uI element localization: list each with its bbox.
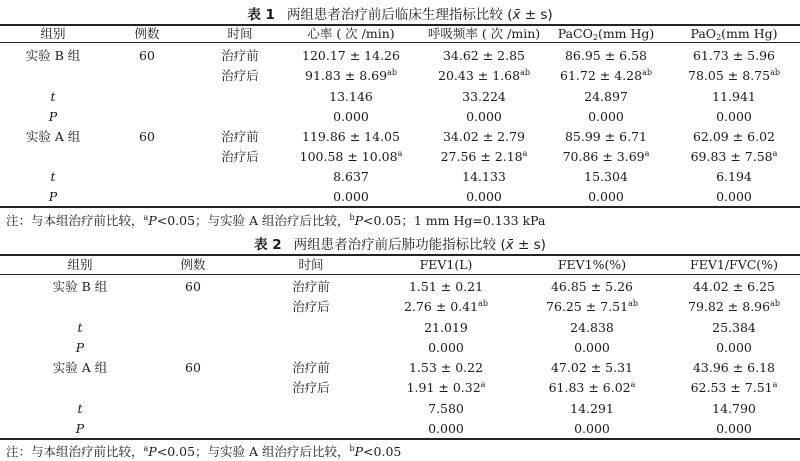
table1-cell: 62.09 ± 6.02 (692, 129, 776, 144)
table1-cell: 119.86 ± 14.05 (302, 129, 400, 144)
table2-col-fev1: FEV1(L) (419, 257, 473, 272)
table2-cell: 2.76 ± 0.41$^{ab}$ (404, 299, 488, 314)
table2-note: 注：与本组治疗前比较，$^a$P<0.05；与实验 A 组治疗后比较，$^b$P<0.05 (6, 444, 402, 459)
table2-group-b: 实验 B 组 (52, 279, 108, 294)
table2-cell: 0.000 (428, 421, 464, 436)
table1-col-hr: 心率 ( 次 /min) (307, 26, 395, 41)
table2-title: 两组患者治疗前后肺功能指标比较 ( (293, 237, 506, 253)
table1-cell: 120.17 ± 14.26 (302, 48, 400, 63)
table1-cell: 27.56 ± 2.18$^a$ (440, 149, 528, 164)
table1-time-after: 治疗后 (221, 149, 259, 164)
table1-note: 注：与本组治疗前比较，$^a$P<0.05；与实验 A 组治疗后比较，$^b$P<0.05；1 mm Hg=0.133 kPa (6, 213, 546, 228)
table2-t-label: t (77, 320, 83, 335)
table2-time-before: 治疗前 (292, 360, 330, 375)
table2-cell: 1.91 ± 0.32$^a$ (406, 380, 486, 395)
table1-cell: 6.194 (716, 169, 752, 184)
table2-cell: 43.96 ± 6.18 (692, 360, 776, 375)
table1-cell: 0.000 (588, 109, 624, 124)
table1-cell: 0.000 (716, 109, 752, 124)
table1-col-n: 例数 (134, 26, 160, 41)
table2-cell: 14.790 (712, 401, 756, 416)
table2-cell: 46.85 ± 5.26 (550, 279, 634, 294)
table1-caption (0, 3, 800, 23)
table2-cell: 1.53 ± 0.22 (408, 360, 484, 375)
table1-cell: 86.95 ± 6.58 (564, 48, 648, 63)
table1-cell: 78.05 ± 8.75$^{ab}$ (688, 68, 780, 83)
table2-cell: 61.83 ± 6.02$^a$ (548, 380, 636, 395)
table2-col-time: 时间 (298, 257, 324, 272)
table2-col-n: 例数 (180, 257, 206, 272)
table2-cell: 14.291 (570, 401, 614, 416)
table1-cell: 0.000 (333, 189, 369, 204)
table2-time-after: 治疗后 (292, 299, 330, 314)
table1-cell: 33.224 (462, 89, 506, 104)
table1-cell: 0.000 (716, 189, 752, 204)
table1-col-rr: 呼吸频率 ( 次 /min) (427, 26, 541, 41)
table2-top-rule (0, 254, 800, 256)
table2-bottom-rule (0, 438, 800, 440)
table2-time-after: 治疗后 (292, 380, 330, 395)
table2-header-rule (0, 274, 800, 275)
table1-cell: 34.62 ± 2.85 (442, 48, 526, 63)
table2-cell: 62.53 ± 7.51$^a$ (690, 380, 778, 395)
table1-cell: 100.58 ± 10.08$^a$ (299, 149, 403, 164)
table1-cell: 13.146 (329, 89, 373, 104)
table1-n-a: 60 (139, 129, 155, 144)
table2-label: 表 2 (254, 237, 282, 253)
table1-col-time: 时间 (227, 26, 253, 41)
table1-t-label: t (50, 169, 56, 184)
table1-cell: 14.133 (462, 169, 506, 184)
table2-n-b: 60 (185, 279, 201, 294)
table2-time-before: 治疗前 (292, 279, 330, 294)
table1-cell: 24.897 (584, 89, 628, 104)
table1-time-before: 治疗前 (221, 48, 259, 63)
table1-cell: 61.72 ± 4.28$^{ab}$ (560, 68, 652, 83)
table1-p-label: P (48, 189, 58, 204)
table2-col-fev1fvc: FEV1/FVC(%) (690, 257, 778, 272)
table1-top-rule (0, 24, 800, 26)
table2-n-a: 60 (185, 360, 201, 375)
table2-col-group: 组别 (67, 257, 93, 272)
table1-group-a: 实验 A 组 (25, 129, 81, 144)
table1-cell: 8.637 (333, 169, 369, 184)
table2-cell: 25.384 (712, 320, 756, 335)
table2-t-label: t (77, 401, 83, 416)
table1-cell: 70.86 ± 3.69$^a$ (562, 149, 650, 164)
table1-cell: 0.000 (466, 189, 502, 204)
table1-cell: 0.000 (588, 189, 624, 204)
table2-cell: 79.82 ± 8.96$^{ab}$ (688, 299, 780, 314)
table2-cell: 7.580 (428, 401, 464, 416)
table1-time-before: 治疗前 (221, 129, 259, 144)
table1-n-b: 60 (139, 48, 155, 63)
table1-t-label: t (50, 89, 56, 104)
table1-cell: 0.000 (333, 109, 369, 124)
table2-cell: 0.000 (716, 340, 752, 355)
table2-cell: 0.000 (574, 421, 610, 436)
table1-cell: 15.304 (584, 169, 628, 184)
table2-p-label: P (75, 340, 85, 355)
table1-label: 表 1 (247, 7, 275, 23)
table1-xbar: x̄ (512, 7, 521, 23)
table2-col-fev1pct: FEV1%(%) (557, 257, 627, 272)
table1-title-tail: ± s) (520, 7, 553, 23)
table1-group-b: 实验 B 组 (25, 48, 81, 63)
table2-cell: 0.000 (574, 340, 610, 355)
table2-cell: 44.02 ± 6.25 (692, 279, 776, 294)
table2-cell: 21.019 (424, 320, 468, 335)
table1-cell: 11.941 (712, 89, 756, 104)
table2-cell: 76.25 ± 7.51$^{ab}$ (546, 299, 638, 314)
table1-cell: 61.73 ± 5.96 (692, 48, 776, 63)
table1-time-after: 治疗后 (221, 68, 259, 83)
table2-cell: 0.000 (716, 421, 752, 436)
table1-cell: 91.83 ± 8.69$^{ab}$ (305, 68, 397, 83)
table1-p-label: P (48, 109, 58, 124)
table2-group-a: 实验 A 组 (52, 360, 108, 375)
table1-cell: 85.99 ± 6.71 (564, 129, 648, 144)
table1-cell: 69.83 ± 7.58$^a$ (690, 149, 778, 164)
table2-cell: 0.000 (428, 340, 464, 355)
table1-bottom-rule (0, 206, 800, 208)
table1-cell: 34.02 ± 2.79 (442, 129, 526, 144)
table2-cell: 1.51 ± 0.21 (408, 279, 484, 294)
table1-header-rule (0, 42, 800, 43)
table2-caption: 表 2 两组患者治疗前后肺功能指标比较 (x̄ ± s) (254, 237, 546, 253)
table2-p-label: P (75, 421, 85, 436)
table1-title: 两组患者治疗前后临床生理指标比较 ( (286, 7, 513, 23)
table1-cell: 0.000 (466, 109, 502, 124)
table1-col-pao2: PaO$_2$(mm Hg) (690, 26, 778, 42)
table1-col-paco2: PaCO$_2$(mm Hg) (557, 26, 655, 42)
table2-cell: 47.02 ± 5.31 (550, 360, 634, 375)
table1-col-group: 组别 (40, 26, 66, 41)
table1-cell: 20.43 ± 1.68$^{ab}$ (438, 68, 530, 83)
table2-cell: 24.838 (570, 320, 614, 335)
